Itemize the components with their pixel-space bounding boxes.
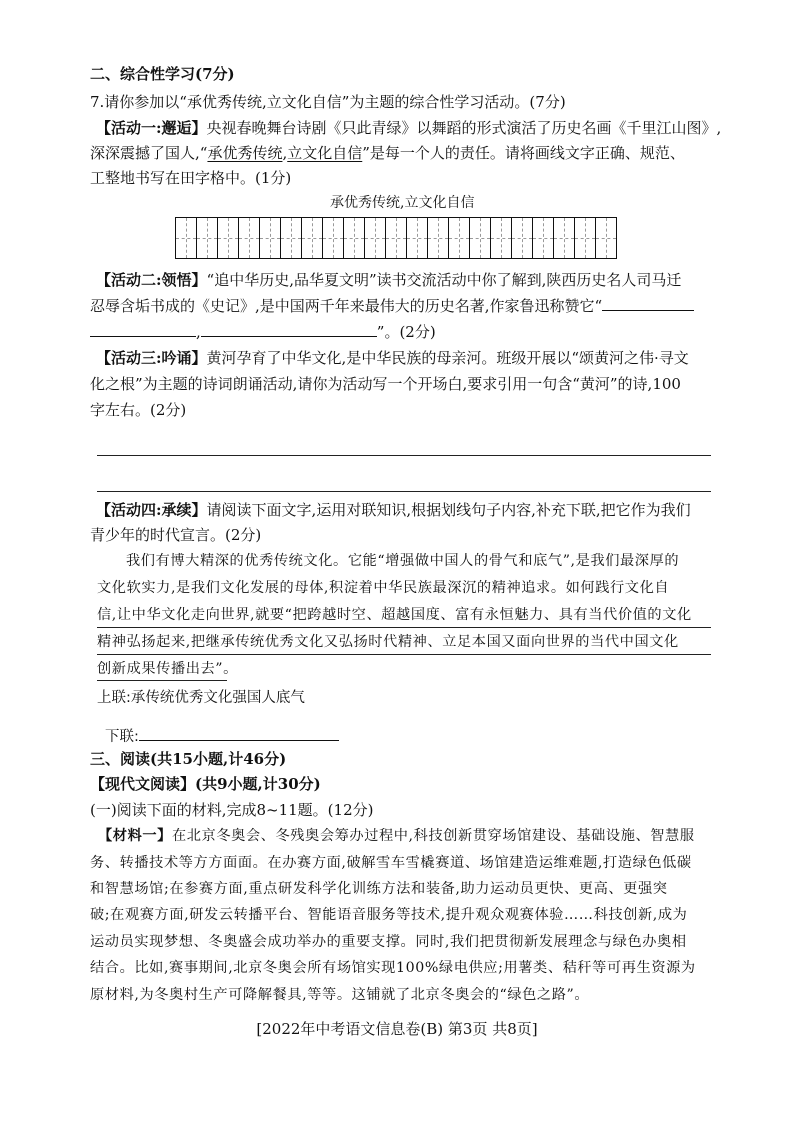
grid-cell[interactable] — [302, 218, 323, 258]
model-text: 承优秀传统,立文化自信 — [330, 195, 475, 211]
grid-cell[interactable] — [470, 218, 491, 258]
grid-cell[interactable] — [533, 218, 554, 258]
activity1-text2a: 深深震撼了国人,“ — [90, 144, 208, 162]
couplet-lower-label: 下联: — [105, 729, 139, 745]
grid-cell[interactable] — [365, 218, 386, 258]
activity1-sep: , — [282, 144, 288, 162]
activity4-label: 【活动四:承续】 — [96, 501, 207, 519]
answer-line-2[interactable] — [97, 491, 711, 492]
part1-title: (一)阅读下面的材料,完成8~11题。(12分) — [90, 801, 374, 819]
activity2-label: 【活动二:领悟】 — [96, 271, 207, 289]
activity2-line1 — [96, 270, 681, 290]
material1-line5: 运动员实现梦想、冬奥盛会成功举办的重要支撑。同时,我们把贯彻新发展理念与绿色办奥相 — [90, 934, 687, 950]
material1-line1 — [98, 826, 695, 846]
modern-reading-title: 【现代文阅读】(共9小题,计30分) — [90, 775, 321, 793]
couplet-upper: 上联:承传统优秀文化强国人底气 — [97, 690, 305, 706]
material1-line2: 务、转播技术等方方面面。在办赛方面,破解雪车雪橇赛道、场馆建造运维难题,打造绿色低碳 — [90, 855, 692, 871]
material1-line3: 和智慧场馆;在参赛方面,重点研发科学化训练方法和装备,助力运动员更快、更高、更强突 — [90, 881, 668, 897]
answer-blank-1b[interactable] — [90, 322, 196, 337]
activity1-label: 【活动一:邂逅】 — [96, 119, 207, 137]
section3-title: 三、阅读(共15小题,计46分) — [90, 750, 287, 768]
wavy-underline-3 — [97, 680, 227, 681]
activity4-line1 — [96, 500, 691, 520]
grid-cell[interactable] — [323, 218, 344, 258]
grid-cell[interactable] — [218, 218, 239, 258]
activity3-line2: 化之根”为主题的诗词朗诵活动,请你为活动写一个开场白,要求引用一句含“黄河”的诗,100 — [90, 375, 681, 393]
material1-line4: 破;在观赛方面,研发云转播平台、智能语音服务等技术,提升观众观赛体验……科技创新,成为 — [90, 907, 688, 923]
wavy-underline-2 — [97, 654, 711, 655]
material1-line7: 原材料,为冬奥村生产可降解餐具,等等。这铺就了北京冬奥会的“绿色之路”。 — [90, 987, 590, 1003]
grid-cell[interactable] — [239, 218, 260, 258]
activity3-line1 — [96, 348, 689, 368]
tianzige-grid[interactable] — [175, 217, 617, 259]
grid-cell[interactable] — [386, 218, 407, 258]
activity2-line3 — [90, 322, 436, 342]
couplet-lower — [105, 726, 339, 747]
grid-cell[interactable] — [428, 218, 449, 258]
grid-cell[interactable] — [491, 218, 512, 258]
grid-cell[interactable] — [260, 218, 281, 258]
passage-line-3: 信,让中华文化走向世界,就要“把跨越时空、超越国度、富有永恒魅力、具有当代价值的文化 — [97, 607, 692, 623]
activity4-line2: 青少年的时代宣言。(2分) — [90, 526, 262, 544]
activity1-text1: 央视春晚舞台诗剧《只此青绿》以舞蹈的形式演活了历史名画《千里江山图》, — [206, 119, 722, 137]
grid-cell[interactable] — [176, 218, 197, 258]
question-7: 7.请你参加以“承优秀传统,立文化自信”为主题的综合性学习活动。(7分) — [90, 93, 566, 111]
grid-cell[interactable] — [449, 218, 470, 258]
underlined-phrase-1: 承优秀传统 — [207, 144, 283, 162]
answer-line-1[interactable] — [97, 455, 711, 456]
grid-cell[interactable] — [281, 218, 302, 258]
activity3-text1: 黄河孕育了中华文化,是中华民族的母亲河。班级开展以“颂黄河之伟·寻文 — [206, 349, 689, 367]
passage-line-1: 我们有博大精深的优秀传统文化。它能“增强做中国人的骨气和底气”,是我们最深厚的 — [126, 553, 680, 569]
activity1-line1 — [96, 118, 721, 138]
activity1-line3: 工整地书写在田字格中。(1分) — [90, 169, 292, 187]
underlined-phrase-2: 立文化自信 — [287, 144, 363, 162]
activity2-comma: , — [196, 323, 201, 341]
material1-text1: 在北京冬奥会、冬残奥会筹办过程中,科技创新贯穿场馆建设、基础设施、智慧服 — [171, 828, 695, 844]
activity2-text3: ”。(2分) — [376, 323, 436, 341]
passage-line-4: 精神弘扬起来,把继承传统优秀文化又弘扬时代精神、立足本国又面向世界的当代中国文化 — [97, 634, 679, 650]
material1-label: 【材料一】 — [98, 828, 172, 844]
activity3-label: 【活动三:吟诵】 — [96, 349, 207, 367]
passage-line-2: 文化软实力,是我们文化发展的母体,积淀着中华民族最深沉的精神追求。如何践行文化自 — [97, 580, 670, 596]
wavy-underline-1 — [97, 627, 711, 628]
couplet-answer-blank[interactable] — [139, 726, 339, 741]
activity2-line2 — [90, 296, 694, 316]
answer-blank-2[interactable] — [201, 322, 377, 337]
activity2-text2: 忍辱含垢书成的《史记》,是中国两千年来最伟大的历史名著,作家鲁迅称赞它“ — [90, 297, 603, 315]
material1-line6: 结合。比如,赛事期间,北京冬奥会所有场馆实现100%绿电供应;用薯类、秸秆等可再生资源为 — [90, 960, 696, 976]
grid-cell[interactable] — [407, 218, 428, 258]
answer-blank-1a[interactable] — [602, 296, 694, 311]
passage-line-5: 创新成果传播出去”。 — [97, 661, 238, 677]
grid-cell[interactable] — [596, 218, 616, 258]
page-footer: [2022年中考语文信息卷(B) 第3页 共8页] — [256, 1020, 538, 1038]
activity2-text1: “追中华历史,品华夏文明”读书交流活动中你了解到,陕西历史名人司马迁 — [206, 271, 682, 289]
grid-cell[interactable] — [575, 218, 596, 258]
activity1-line2 — [90, 143, 685, 163]
activity3-line3: 字左右。(2分) — [90, 401, 187, 419]
grid-cell[interactable] — [344, 218, 365, 258]
grid-cell[interactable] — [554, 218, 575, 258]
activity4-text1: 请阅读下面文字,运用对联知识,根据划线句子内容,补充下联,把它作为我们 — [206, 501, 691, 519]
section2-title: 二、综合性学习(7分) — [90, 65, 235, 83]
activity1-text2b: ”是每一个人的责任。请将画线文字正确、规范、 — [362, 144, 685, 162]
grid-cell[interactable] — [197, 218, 218, 258]
grid-cell[interactable] — [512, 218, 533, 258]
